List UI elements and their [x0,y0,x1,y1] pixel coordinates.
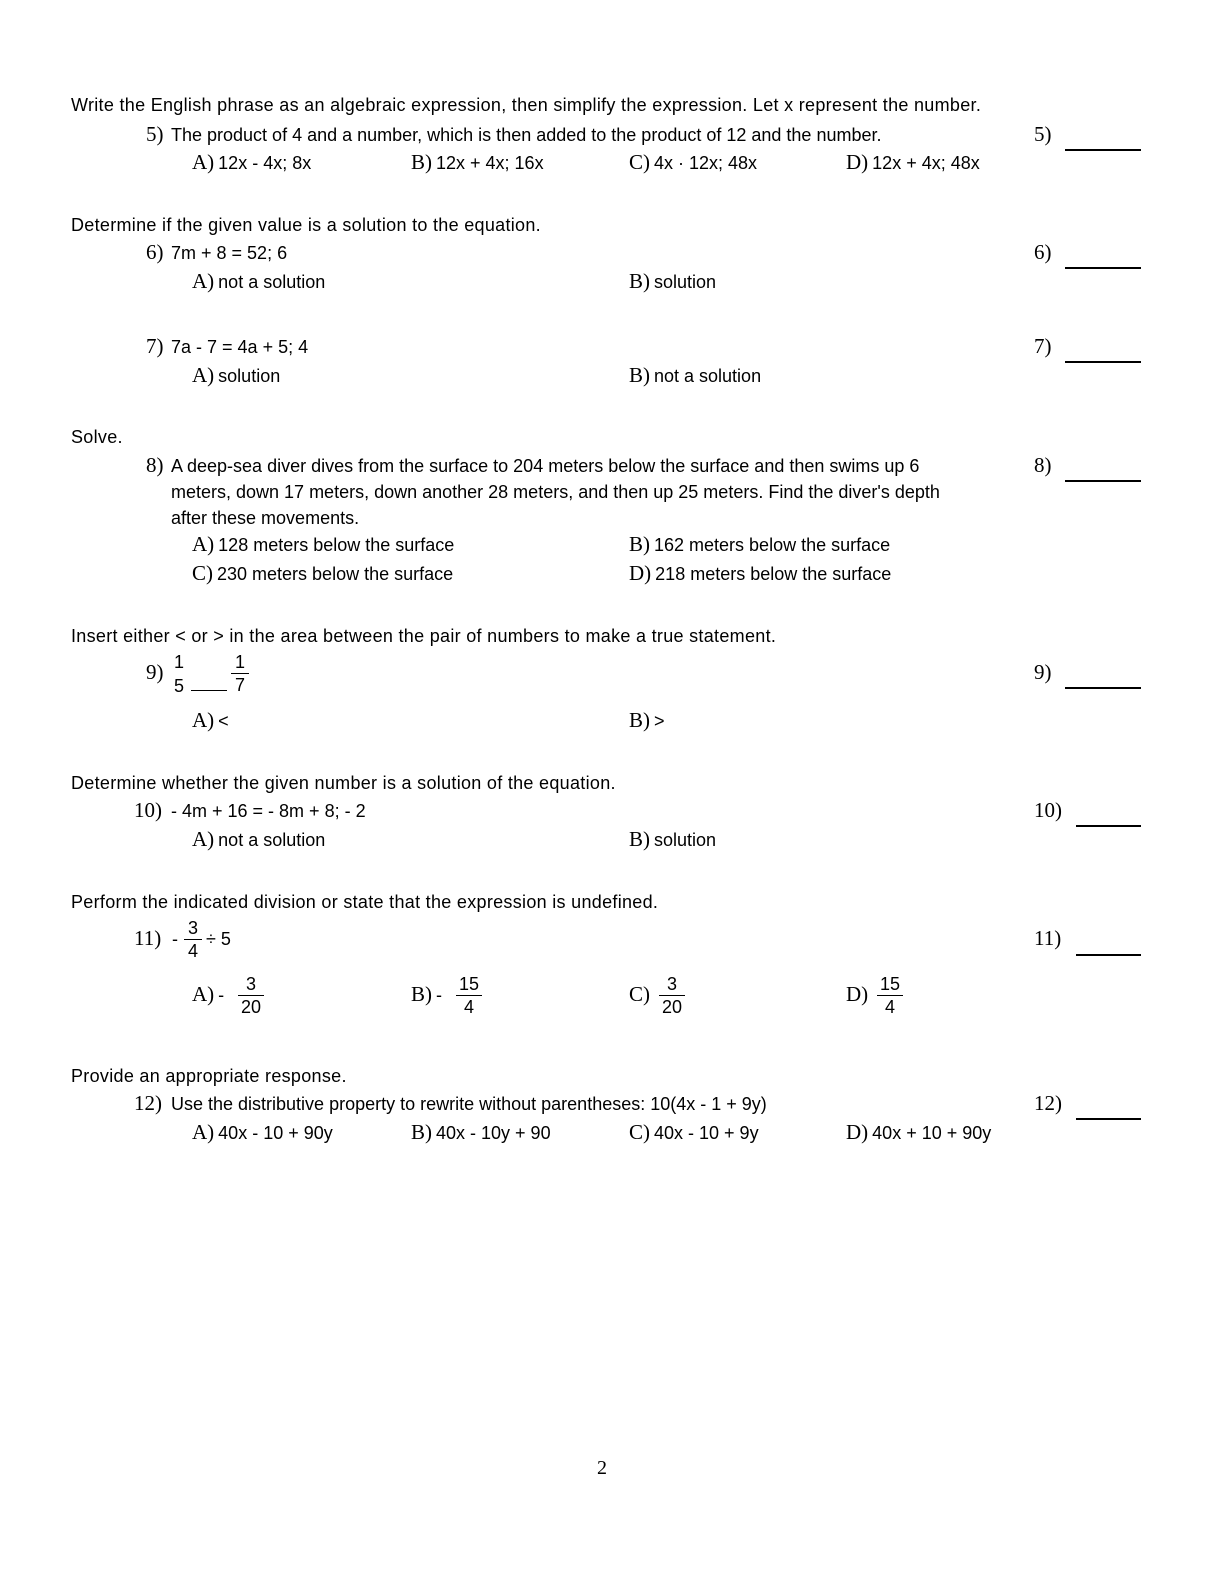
choice-d[interactable] [846,983,868,1006]
answer-blank[interactable] [1065,149,1141,151]
choice-a[interactable] [192,709,229,732]
question-text-line: meters, down 17 meters, down another 28 meters, and then up 25 meters. Find the diver's depth [171,482,940,502]
question-text-line: A deep-sea diver dives from the surface to 204 meters below the surface and then swims up 6 [171,456,920,476]
fraction-bar [184,939,202,940]
choice-text: solution [218,366,281,386]
choice-a[interactable] [192,1121,333,1144]
choice-text: 4x · 12x; 48x [654,153,758,173]
choice-letter: A) [192,827,215,851]
answer-label: 8) [1034,453,1052,477]
choice-letter: B) [629,827,650,851]
choice-a[interactable] [192,364,280,387]
choice-letter: B) [411,150,432,174]
choice-letter: D) [846,1120,869,1144]
answer-label: 9) [1034,660,1052,684]
answer-label: 12) [1034,1091,1062,1115]
fraction-numerator: 3 [245,974,256,994]
answer-blank[interactable] [1065,687,1141,689]
choice-text: 12x - 4x; 8x [218,153,312,173]
section-instruction: Perform the indicated division or state that the expression is undefined. [71,892,659,912]
choice-text: solution [654,830,717,850]
choice-text: 12x + 4x; 48x [872,153,980,173]
question-number: 5) [146,122,164,146]
fraction-denominator: 20 [240,997,262,1017]
choice-c-fraction [659,974,685,1017]
answer-blank[interactable] [1065,267,1141,269]
fraction-denominator: 7 [234,675,245,695]
fraction-denominator: 4 [463,997,474,1017]
choice-letter: D) [846,150,869,174]
choice-a[interactable] [192,533,454,556]
choice-letter: C) [629,982,650,1006]
choice-letter: B) [411,982,432,1006]
fraction-bar [877,995,903,996]
answer-label: 11) [1034,926,1062,950]
question-text: 7a - 7 = 4a + 5; 4 [171,337,309,357]
choice-a[interactable] [192,983,224,1006]
fraction-denominator: 4 [884,997,895,1017]
comparison-blank[interactable] [191,690,227,691]
section-instruction: Determine if the given value is a solution to the equation. [71,215,541,235]
choice-letter: C) [629,1120,650,1144]
question-number: 8) [146,453,164,477]
choice-b[interactable] [411,1121,551,1144]
choice-letter: A) [192,269,215,293]
choice-b[interactable] [629,533,890,556]
question-number: 6) [146,240,164,264]
choice-text: 40x - 10 + 9y [654,1123,759,1143]
fraction-one-fifth [170,652,188,696]
choice-a-fraction [238,974,264,1017]
question-number: 7) [146,334,164,358]
choice-text: 40x - 10y + 90 [436,1123,551,1143]
fraction-numerator: 15 [879,974,901,994]
answer-blank[interactable] [1065,361,1141,363]
choice-sign: - [218,985,225,1005]
choice-letter: B) [629,269,650,293]
choice-letter: A) [192,1120,215,1144]
answer-label: 10) [1034,798,1062,822]
choice-b[interactable] [629,270,716,293]
choice-sign: - [436,985,442,1005]
question-number: 12) [134,1091,162,1115]
section-instruction: Solve. [71,427,123,447]
page-number: 2 [597,1457,607,1479]
section-instruction: Write the English phrase as an algebraic expression, then simplify the expression. Let x represent the number. [71,95,982,115]
choice-text: not a solution [218,830,326,850]
question-number: 11) [134,926,162,950]
fraction-numerator: 1 [173,652,184,672]
choice-text: 40x + 10 + 90y [872,1123,992,1143]
choice-c[interactable] [629,983,650,1006]
fraction-denominator: 5 [173,676,184,696]
choice-text: not a solution [218,272,326,292]
choice-c[interactable] [629,1121,759,1144]
section-instruction: Insert either < or > in the area between the pair of numbers to make a true statement. [71,626,777,646]
question-text: Use the distributive property to rewrite without parentheses: 10(4x - 1 + 9y) [171,1094,767,1114]
choice-letter: A) [192,150,215,174]
choice-c[interactable] [192,562,453,585]
choice-d[interactable] [629,562,891,585]
question-text: The product of 4 and a number, which is then added to the product of 12 and the number. [171,125,882,145]
answer-label: 5) [1034,122,1052,146]
choice-c[interactable] [629,151,757,174]
choice-text: 12x + 4x; 16x [436,153,544,173]
answer-blank[interactable] [1076,1118,1141,1120]
choice-letter: A) [192,363,215,387]
fraction-numerator: 3 [187,918,198,938]
choice-letter: B) [629,708,650,732]
answer-label: 7) [1034,334,1052,358]
fraction-numerator: 3 [666,974,677,994]
choice-letter: C) [629,150,650,174]
question-text: 7m + 8 = 52; 6 [171,243,288,263]
choice-text: not a solution [654,366,762,386]
question-text: - 4m + 16 = - 8m + 8; - 2 [171,801,366,821]
choice-letter: B) [411,1120,432,1144]
choice-letter: D) [846,982,869,1006]
answer-blank[interactable] [1076,825,1141,827]
choice-letter: B) [629,532,650,556]
choice-text: 40x - 10 + 90y [218,1123,333,1143]
fraction-one-seventh [231,652,249,695]
choice-b[interactable] [411,151,544,174]
choice-letter: B) [629,363,650,387]
choice-letter: D) [629,561,652,585]
choice-text: > [654,711,665,731]
fraction-denominator: 20 [661,997,683,1017]
answer-blank[interactable] [1065,480,1141,482]
choice-text: 128 meters below the surface [218,535,455,555]
choice-text: 230 meters below the surface [217,564,454,584]
choice-d[interactable] [846,1121,991,1144]
choice-letter: A) [192,532,215,556]
question-text-line: after these movements. [171,508,360,528]
fraction-denominator: 4 [187,941,198,961]
answer-blank[interactable] [1076,954,1141,956]
choice-b[interactable] [629,709,665,732]
answer-label: 6) [1034,240,1052,264]
fraction-numerator: 15 [458,974,480,994]
choice-text: 218 meters below the surface [655,564,892,584]
choice-a[interactable] [192,828,325,851]
negative-sign: - [172,929,178,949]
fraction-bar [456,995,482,996]
fraction-bar [231,673,249,674]
fraction-numerator: 1 [234,652,245,672]
choice-letter: A) [192,982,215,1006]
choice-d-fraction [877,974,903,1017]
question-number: 10) [134,798,162,822]
choice-d[interactable] [846,151,980,174]
choice-text: 162 meters below the surface [654,535,891,555]
section-instruction: Determine whether the given number is a solution of the equation. [71,773,616,793]
question-number: 9) [146,660,164,684]
choice-letter: C) [192,561,213,585]
choice-b[interactable] [411,983,442,1006]
choice-b-fraction [456,974,482,1017]
section-instruction: Provide an appropriate response. [71,1066,347,1086]
choice-letter: A) [192,708,215,732]
choice-a[interactable] [192,151,311,174]
fraction-bar [659,995,685,996]
choice-text: solution [654,272,717,292]
fraction-bar [238,995,264,996]
division-tail: ÷ 5 [206,929,231,949]
choice-b[interactable] [629,828,716,851]
choice-a[interactable] [192,270,325,293]
choice-b[interactable] [629,364,761,387]
choice-text: < [218,711,229,731]
fraction-three-fourths [184,918,202,961]
